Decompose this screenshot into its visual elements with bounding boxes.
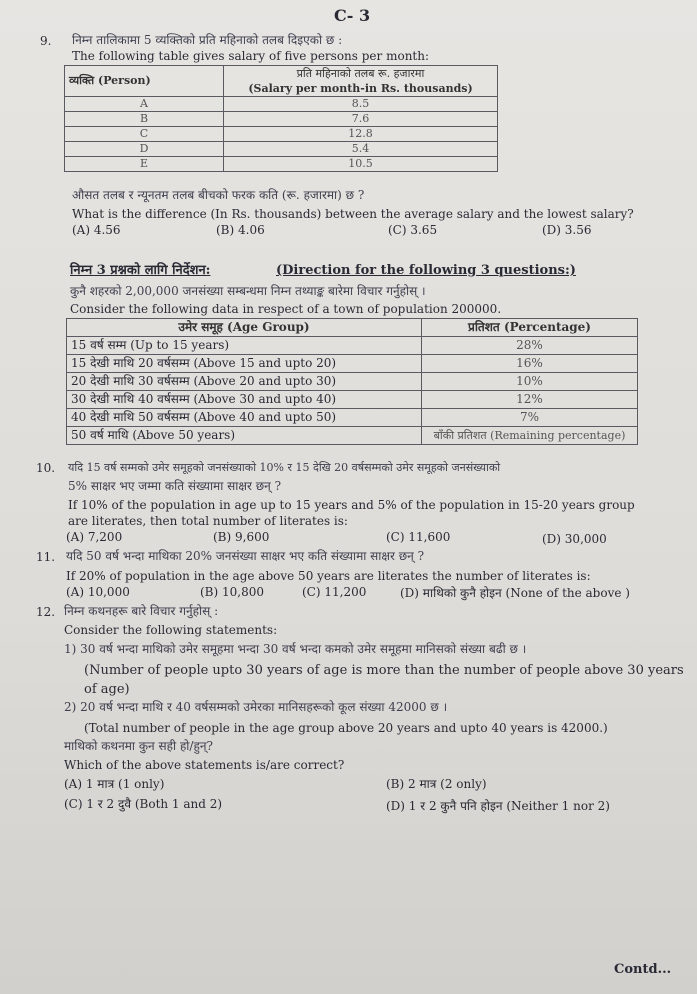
person-cell: B [65, 112, 224, 127]
q12-ask-nepali: माथिको कथनमा कुन सही हो/हुन्? [64, 739, 213, 753]
q9-english: The following table gives salary of five persons per month: [72, 49, 430, 63]
person-cell: E [65, 157, 224, 172]
q10-english-2: are literates, then total number of literates is: [68, 514, 348, 528]
q9-question-english: What is the difference (In Rs. thousands) between the average salary and the lowest salary? [72, 207, 634, 221]
q11-nepali: यदि 50 वर्ष भन्दा माथिका 20% जनसंख्या साक्षर भए कति संख्यामा साक्षर छन् ? [66, 549, 425, 563]
percentage-cell: 16% [422, 355, 638, 373]
salary-cell: 8.5 [224, 97, 498, 112]
q11-option-a[interactable]: (A) 10,000 [66, 585, 130, 599]
table-row [65, 142, 498, 157]
page-header: C- 3 [334, 6, 371, 25]
table-row [65, 157, 498, 172]
table-row [67, 337, 638, 355]
salary-table [64, 65, 498, 172]
salary-col-salary [224, 66, 498, 97]
q12-option-c[interactable]: (C) 1 र 2 दुवै (Both 1 and 2) [64, 797, 223, 811]
salary-header-line2: (Salary per month-in Rs. thousands) [248, 82, 473, 95]
q12-statement2-english: (Total number of people in the age group above 20 years and upto 40 years is 42000.) [84, 721, 608, 735]
q11-option-c[interactable]: (C) 11,200 [302, 585, 367, 599]
q11-option-b[interactable]: (B) 10,800 [200, 585, 264, 599]
q12-statement1-english-1: (Number of people upto 30 years of age is more than the number of people above 30 years [84, 663, 684, 678]
salary-col-person: व्यक्ति (Person) [65, 66, 224, 97]
q12-english: Consider the following statements: [64, 623, 278, 637]
q12-ask-english: Which of the above statements is/are correct? [64, 758, 345, 772]
direction-line-english: Consider the following data in respect of a town of population 200000. [70, 302, 502, 316]
q10-number: 10. [36, 461, 56, 475]
q11-number: 11. [36, 550, 56, 564]
q9-number: 9. [40, 34, 52, 48]
q10-option-a[interactable]: (A) 7,200 [66, 530, 123, 544]
age-group-table [66, 318, 638, 445]
age-group-cell: 15 देखी माथि 20 वर्षसम्म (Above 15 and upto 20) [67, 355, 422, 373]
table-row [65, 127, 498, 142]
q9-option-a[interactable]: (A) 4.56 [72, 223, 121, 237]
person-cell: D [65, 142, 224, 157]
q12-statement1-nepali: 1) 30 वर्ष भन्दा माथिको उमेर समूहमा भन्दा 30 वर्ष भन्दा कमको उमेर समूहमा मानिसको संख्या बढी छ । [64, 642, 527, 656]
q10-nepali-1: यदि 15 वर्ष सम्मको उमेर समूहको जनसंख्याको 10% र 15 देखि 20 वर्षसम्मको उमेर समूहको जनसंख्याको [68, 461, 501, 474]
percentage-cell: 10% [422, 373, 638, 391]
table-row [67, 373, 638, 391]
q12-option-d[interactable]: (D) 1 र 2 कुनै पनि होइन (Neither 1 nor 2) [386, 799, 610, 813]
age-group-cell: 20 देखी माथि 30 वर्षसम्म (Above 20 and upto 30) [67, 373, 422, 391]
direction-nepali: निम्न 3 प्रश्नको लागि निर्देशन: [70, 263, 211, 278]
q9-option-c[interactable]: (C) 3.65 [388, 223, 438, 237]
q10-option-d[interactable]: (D) 30,000 [542, 532, 607, 546]
q9-option-d[interactable]: (D) 3.56 [542, 223, 592, 237]
age-group-cell: 40 देखी माथि 50 वर्षसम्म (Above 40 and upto 50) [67, 409, 422, 427]
q9-option-b[interactable]: (B) 4.06 [216, 223, 265, 237]
table-row [67, 391, 638, 409]
q12-statement1-english-2: of age) [84, 682, 130, 697]
direction-line-nepali: कुनै शहरको 2,00,000 जनसंख्या सम्बन्धमा निम्न तथ्याङ्क बारेमा विचार गर्नुहोस् । [70, 284, 426, 298]
age-group-cell: 50 वर्ष माथि (Above 50 years) [67, 427, 422, 445]
salary-cell: 7.6 [224, 112, 498, 127]
salary-cell: 10.5 [224, 157, 498, 172]
salary-cell: 5.4 [224, 142, 498, 157]
q12-option-a[interactable]: (A) 1 मात्र (1 only) [64, 777, 165, 791]
salary-cell: 12.8 [224, 127, 498, 142]
percentage-cell: बाँकी प्रतिशत (Remaining percentage) [422, 427, 638, 445]
q11-english: If 20% of population in the age above 50 years are literates the number of literates is: [66, 569, 591, 583]
table-row [67, 355, 638, 373]
age-group-cell: 15 वर्ष सम्म (Up to 15 years) [67, 337, 422, 355]
salary-header-line1: प्रति महिनाको तलब रू. हजारमा [296, 67, 425, 80]
q12-nepali: निम्न कथनहरू बारे विचार गर्नुहोस् : [64, 604, 219, 618]
footer-contd: Contd... [614, 962, 672, 977]
person-cell: A [65, 97, 224, 112]
age-col-percentage: प्रतिशत (Percentage) [422, 319, 638, 337]
q12-option-b[interactable]: (B) 2 मात्र (2 only) [386, 777, 487, 791]
q12-statement2-nepali: 2) 20 वर्ष भन्दा माथि र 40 वर्षसम्मको उमेरका मानिसहरूको कूल संख्या 42000 छ । [64, 700, 448, 714]
table-row [65, 97, 498, 112]
q10-english-1: If 10% of the population in age up to 15 years and 5% of the population in 15-20 years group [68, 498, 635, 512]
direction-english: (Direction for the following 3 questions:) [276, 263, 576, 278]
q10-option-c[interactable]: (C) 11,600 [386, 530, 451, 544]
person-cell: C [65, 127, 224, 142]
table-row [67, 409, 638, 427]
q10-nepali-2: 5% साक्षर भए जम्मा कति संख्यामा साक्षर छन् ? [68, 479, 282, 493]
age-group-cell: 30 देखी माथि 40 वर्षसम्म (Above 30 and upto 40) [67, 391, 422, 409]
q10-option-b[interactable]: (B) 9,600 [213, 530, 270, 544]
percentage-cell: 7% [422, 409, 638, 427]
q11-option-d[interactable]: (D) माथिको कुनै होइन (None of the above ) [400, 586, 630, 600]
q12-number: 12. [36, 605, 56, 619]
percentage-cell: 12% [422, 391, 638, 409]
age-col-group: उमेर समूह (Age Group) [67, 319, 422, 337]
percentage-cell: 28% [422, 337, 638, 355]
table-row [65, 112, 498, 127]
q9-nepali: निम्न तालिकामा 5 व्यक्तिको प्रति महिनाको तलब दिइएको छ : [72, 33, 343, 47]
table-row [67, 427, 638, 445]
q9-question-nepali: औसत तलब र न्यूनतम तलब बीचको फरक कति (रू. हजारमा) छ ? [72, 188, 365, 202]
